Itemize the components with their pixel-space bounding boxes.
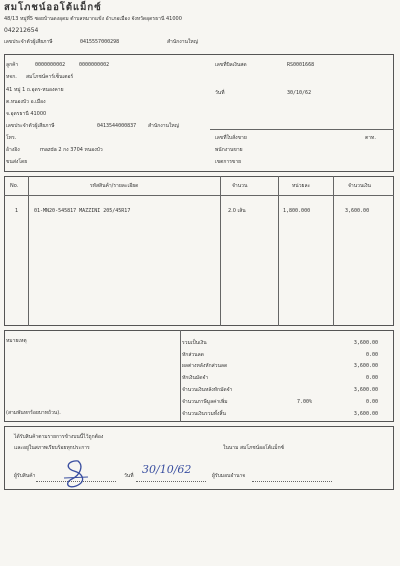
customer-shipto-label: ขนส่งโดย	[6, 159, 28, 165]
company-branch: สำนักงานใหญ่	[167, 39, 198, 45]
remark-label: หมายเหตุ	[6, 338, 27, 344]
salesperson-label: พนักงานขาย	[215, 147, 243, 153]
total-value-0: 3,600.00	[353, 340, 378, 346]
footer-note-1: ได้รับสินค้าตามรายการข้างบนนี้ไว้ถูกต้อง	[14, 434, 104, 440]
inv-label: เลขที่ใบสั่งขาย	[215, 135, 247, 141]
footer-note-2: และอยู่ในสภาพเรียบร้อยทุกประการ	[14, 445, 90, 451]
customer-code: 0000000002	[35, 62, 66, 68]
handwritten-signature	[58, 458, 94, 490]
docno: RS0001668	[287, 62, 315, 68]
total-label-1: หักส่วนลด	[182, 352, 204, 358]
receiver-label: ผู้รับสินค้า	[14, 473, 36, 479]
customer-branch: สำนักงานใหญ่	[148, 123, 179, 129]
customer-tel-label: โทร.	[6, 135, 17, 141]
company-phone: 042212654	[4, 27, 39, 34]
payment-label: เขตการขาย	[215, 159, 242, 165]
col-header-amount: จำนวนเงิน	[348, 183, 371, 189]
row-qty: 2.0 เส้น	[228, 208, 246, 214]
vat-rate: 7.00%	[297, 399, 313, 405]
total-label-3: หักเงินมัดจำ	[182, 375, 209, 381]
company-tax-label: เลขประจำตัวผู้เสียภาษี	[4, 39, 53, 45]
customer-tax-id: 0413544000837	[97, 123, 137, 129]
total-label-0: รวมเป็นเงิน	[182, 340, 207, 346]
total-label-6: จำนวนเงินรวมทั้งสิ้น	[182, 411, 226, 417]
date-label: วันที่	[215, 90, 225, 96]
total-value-1: 0.00	[365, 352, 378, 358]
customer-label: ลูกค้า	[6, 62, 19, 68]
company-tax-id: 0415557000298	[80, 39, 120, 45]
col-header-desc: รหัสสินค้า/รายละเอียด	[90, 183, 139, 189]
customer-address-3: จ.อุดรธานี 41000	[6, 111, 47, 117]
company-name: สมโภชน์ออโต้แม็กซ์	[4, 2, 102, 13]
total-value-5: 0.00	[365, 399, 378, 405]
credit-unit: ตาท.	[365, 135, 376, 141]
total-label-5: จำนวนภาษีมูลค่าเพิ่ม	[182, 399, 228, 405]
customer-att-label: หจก.	[6, 74, 17, 80]
receive-date-label: วันที่	[124, 473, 134, 479]
customer-tax-label: เลขประจำตัวผู้เสียภาษี	[6, 123, 55, 129]
total-label-2: ผลต่างหลังหักส่วนลด	[182, 363, 228, 369]
total-value-4: 3,600.00	[353, 387, 378, 393]
total-value-6: 3,600.00	[353, 411, 378, 417]
total-label-4: จำนวนเงินหลังหักมัดจำ	[182, 387, 233, 393]
customer-ref-value: mazda 2 กง 3704 หนองบัว	[40, 147, 103, 153]
handwritten-date: 30/10/62	[142, 463, 192, 476]
docno-label: เลขที่บิลเงินสด	[215, 62, 247, 68]
col-header-qty: จำนวน	[232, 183, 248, 189]
customer-name: สมโภชน์คาร์เซ็นเตอร์	[26, 74, 74, 80]
row-no: 1	[15, 208, 19, 214]
company-sign-label: ในนาม สมโภชน์ออโต้แม็กซ์	[223, 445, 284, 451]
amount-in-words: (สามพันหกร้อยบาทถ้วน).	[6, 410, 61, 416]
row-price: 1,800.000	[283, 208, 311, 214]
customer-ref-label: อ้างอิง	[6, 147, 20, 153]
date: 30/10/62	[287, 90, 312, 96]
company-address: 48/13 หมู่ที่5 ซอยบ้านดงอุดม ตำบลหมากแข้ง อำเภอเมือง จังหวัดอุดรธานี 41000	[4, 16, 182, 22]
col-header-price: หน่วยละ	[292, 183, 311, 189]
customer-box	[4, 54, 394, 172]
customer-address-1: 41 หมู่ 1 ถ.อุดร-หนองคาย	[6, 87, 64, 93]
row-desc: 01-MN20-545817 MAZZINI 205/45R17	[34, 208, 131, 214]
total-value-2: 3,600.00	[353, 363, 378, 369]
customer-address-2: ต.หนองบัว อ.เมือง	[6, 99, 46, 105]
items-table	[4, 176, 394, 326]
col-header-no: No.	[10, 183, 19, 189]
collector-label: ผู้รับมอบอำนาจ	[212, 473, 246, 479]
row-amount: 3,600.00	[345, 208, 370, 214]
customer-code-2: 0000000002	[79, 62, 110, 68]
total-value-3: 0.00	[365, 375, 378, 381]
